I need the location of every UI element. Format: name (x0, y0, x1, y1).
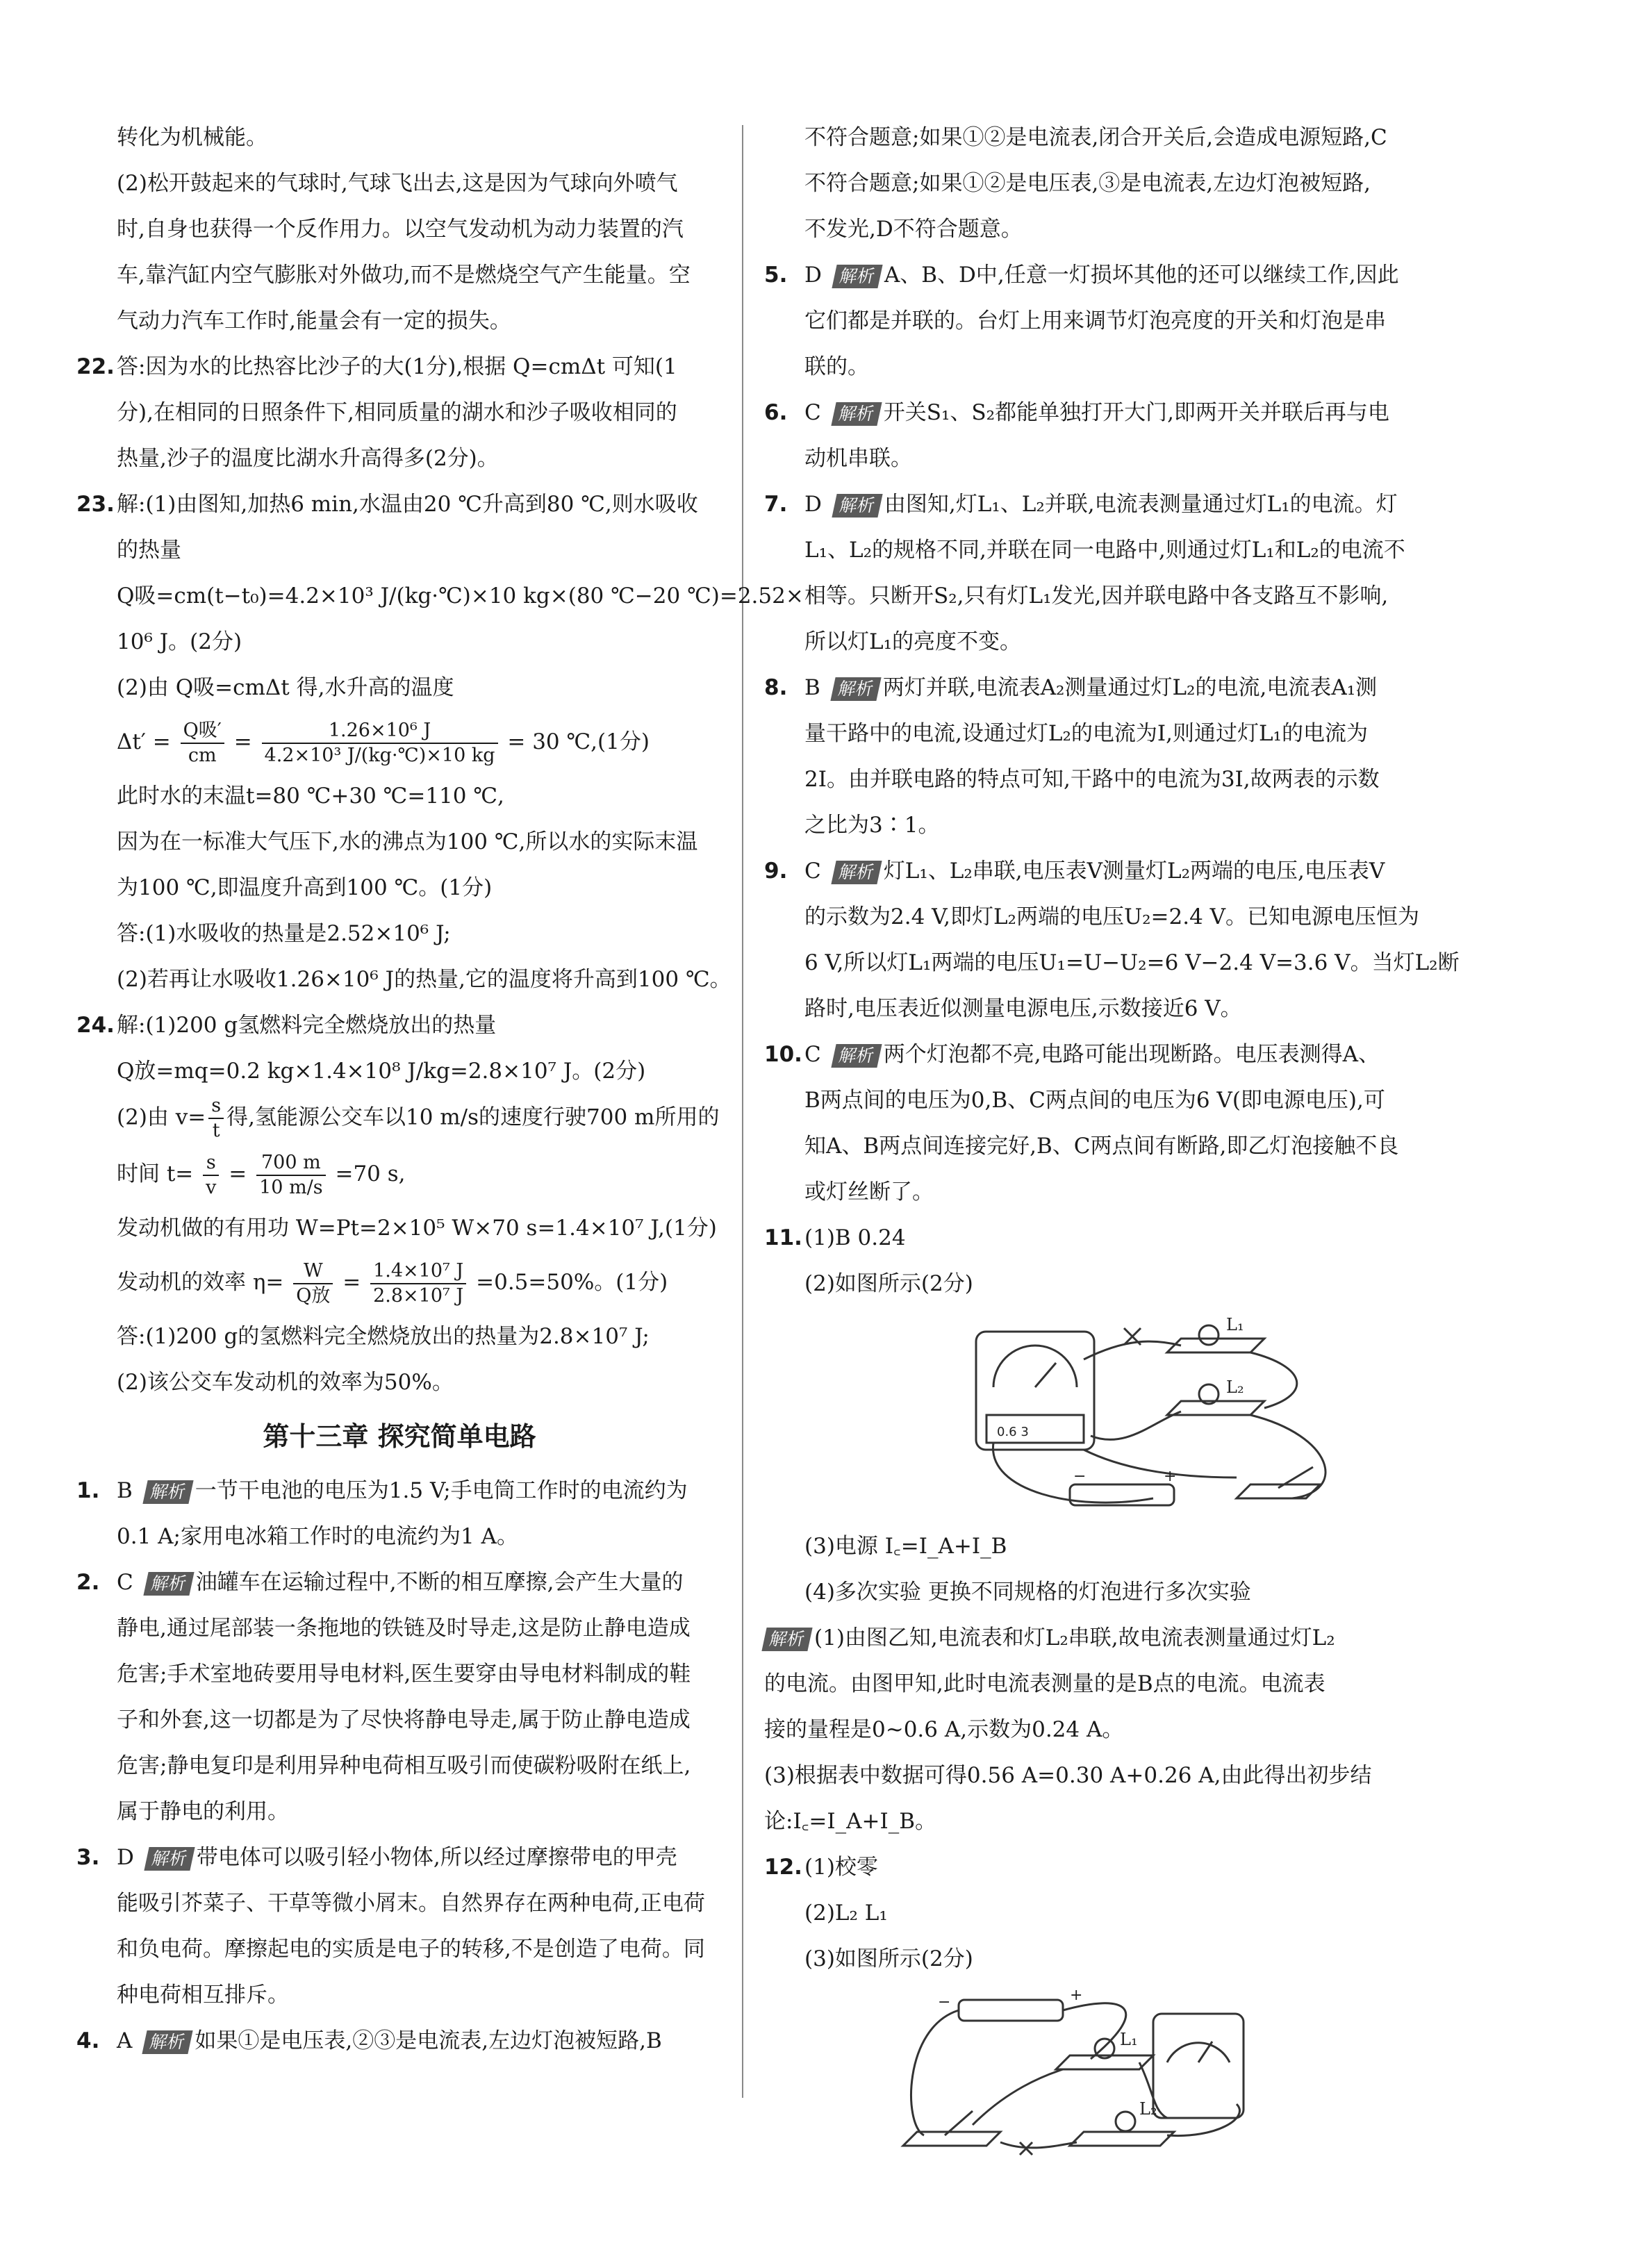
question-number: 10. (764, 1042, 802, 1067)
analysis-tag: 解析 (144, 1847, 195, 1871)
choice-answer: D (117, 1845, 134, 1870)
choice-answer: C (804, 400, 821, 425)
question-number: 22. (76, 354, 115, 379)
label-l2: L₂ (1139, 2099, 1157, 2119)
text-line: 的电流。由图甲知,此时电流表测量的是B点的电流。电流表 (764, 1671, 1325, 1696)
ammeter-scale: 0.6 3 (997, 1425, 1029, 1439)
fraction: $\frac{\text{1.4×10⁷ J}}{\text{2.8×10⁷ J}}$ (370, 1259, 466, 1308)
text-line: 此时水的末温t=80 ℃+30 ℃=110 ℃, (117, 784, 504, 809)
circuit-figure-1 (764, 1311, 1396, 1519)
text-line: (2)该公交车发动机的效率为50%。 (117, 1370, 454, 1395)
label-l1: L₁ (1226, 1315, 1244, 1334)
analysis-tag: 解析 (143, 1572, 194, 1596)
text-line: 路时,电压表近似测量电源电压,示数接近6 V。 (804, 996, 1242, 1021)
battery-minus: − (1073, 1468, 1087, 1485)
switch-icon (903, 2132, 1000, 2146)
answer-text: 答:因为水的比热容比沙子的大(1分),根据 Q=cmΔt 可知(1 (117, 354, 677, 379)
question-10: 10.C 解析 两个灯泡都不亮,电路可能出现断路。电压表测得A、 (764, 1032, 1396, 1077)
analysis-tag: 解析 (142, 2030, 193, 2054)
choice-answer: B (804, 675, 820, 700)
text-line: 所以灯L₁的亮度不变。 (804, 629, 1022, 654)
text-line: 答:(1)200 g的氢燃料完全燃烧放出的热量为2.8×10⁷ J; (117, 1324, 650, 1349)
voltmeter-icon (1153, 2014, 1244, 2118)
chapter-title: 第十三章 探究简单电路 (263, 1421, 536, 1452)
equation-line: 时间 t= $\frac{s}{v}$ = $\frac{700 m}{10 m/s}$ =70 s, (117, 1151, 406, 1198)
question-number: 23. (76, 492, 115, 517)
analysis-tag: 解析 (830, 677, 881, 701)
text-line: 的热量 (117, 538, 181, 563)
question-6: 6. C 解析 开关S₁、S₂都能单独打开大门,即两开关并联后再与电 (764, 390, 1396, 436)
fraction: $\frac{\text{1.26×10⁶ J}}{\text{4.2×10³ J/(kg·℃)×10 kg}}$ (262, 719, 498, 768)
text-line: 不发光,D不符合题意。 (804, 217, 1023, 242)
question-23 (76, 481, 722, 527)
question-24 (76, 1002, 722, 1048)
text-line: 它们都是并联的。台灯上用来调节灯泡亮度的开关和灯泡是串 (804, 308, 1386, 333)
text-line: 时,自身也获得一个反作用力。以空气发动机为动力装置的汽 (117, 217, 684, 242)
text-line: 能吸引芥菜子、干草等微小屑末。自然界存在两种电荷,正电荷 (117, 1891, 705, 1916)
fraction: $\frac{s}{t}$ (208, 1094, 224, 1143)
fraction: $\frac{700 m}{10 m/s}$ (256, 1151, 326, 1200)
text-line: 分),在相同的日照条件下,相同质量的湖水和沙子吸收相同的 (117, 400, 677, 425)
question-number: 24. (76, 1013, 115, 1038)
question-number: 8. (764, 675, 788, 700)
text-line: 2I。由并联电路的特点可知,干路中的电流为3I,故两表的示数 (804, 767, 1380, 792)
text-line: 10⁶ J。(2分) (117, 629, 242, 654)
fraction: $\frac{\text{Q吸′}}{cm}$ (181, 719, 224, 768)
choice-answer: A (117, 2028, 133, 2053)
analysis-tag: 解析 (831, 402, 882, 426)
eq-part: Δt′ = (117, 729, 171, 754)
text-line: 之比为3∶1。 (804, 813, 940, 838)
question-2: 2. C 解析 油罐车在运输过程中,不断的相互摩擦,会产生大量的 (76, 1559, 722, 1605)
question-22 (76, 344, 722, 390)
question-number: 12. (764, 1855, 802, 1880)
question-number: 4. (76, 2028, 100, 2053)
question-3: 3. D 解析 带电体可以吸引轻小物体,所以经过摩擦带电的甲壳 (76, 1835, 722, 1880)
text-line: 子和外套,这一切都是为了尽快将静电导走,属于防止静电造成 (117, 1707, 691, 1732)
column-divider (742, 125, 743, 2098)
text-line: (2)若再让水吸收1.26×10⁶ J的热量,它的温度将升高到100 ℃。 (117, 967, 732, 992)
right-column (764, 115, 1460, 2171)
equation-line: Q放=mq=0.2 kg×1.4×10⁸ J/kg=2.8×10⁷ J。(2分) (117, 1059, 646, 1084)
fraction: $\frac{s}{v}$ (203, 1151, 219, 1200)
question-11: 11.(1)B 0.24 (764, 1215, 1396, 1261)
answer-text: 解:(1)由图知,加热6 min,水温由20 ℃升高到80 ℃,则水吸收 (117, 492, 698, 517)
text-line: 不符合题意;如果①②是电压表,③是电流表,左边灯泡被短路, (804, 171, 1371, 196)
analysis-block: 解析 (1)由图乙知,电流表和灯L₂串联,故电流表测量通过灯L₂ (764, 1615, 1396, 1661)
question-8: 8. B 解析 两灯并联,电流表A₂测量通过灯L₂的电流,电流表A₁测 (764, 665, 1396, 711)
text-line: 答:(1)水吸收的热量是2.52×10⁶ J; (117, 921, 451, 946)
question-12: 12.(1)校零 (764, 1844, 1396, 1890)
text-line: 相等。只断开S₂,只有灯L₁发光,因并联电路中各支路互不影响, (804, 583, 1389, 609)
text-line: L₁、L₂的规格不同,并联在同一电路中,则通过灯L₁和L₂的电流不 (804, 538, 1405, 563)
equation-line: (2)由 v= $\frac{s}{t}$ 得,氢能源公交车以10 m/s的速度行驶700 m所用的 (117, 1095, 720, 1141)
question-number: 5. (764, 263, 788, 288)
battery-plus: + (1070, 1987, 1083, 2004)
left-column (76, 115, 804, 2064)
text-line: 接的量程是0~0.6 A,示数为0.24 A。 (764, 1717, 1124, 1742)
text-line: (3)电源 I꜀=I_A+I_B (804, 1534, 1007, 1559)
question-number: 2. (76, 1570, 100, 1595)
equation-line: 发动机做的有用功 W=Pt=2×10⁵ W×70 s=1.4×10⁷ J,(1分) (117, 1216, 717, 1241)
choice-answer: B (117, 1478, 133, 1503)
battery-icon (959, 2000, 1063, 2021)
lamp-l2-icon (1116, 2112, 1135, 2131)
choice-answer: D (804, 492, 822, 517)
text-line: 种电荷相互排斥。 (117, 1983, 289, 2008)
text-line: B两点间的电压为0,B、C两点间的电压为6 V(即电源电压),可 (804, 1088, 1385, 1113)
text-line: 不符合题意;如果①②是电流表,闭合开关后,会造成电源短路,C (804, 125, 1387, 150)
text-line: 的示数为2.4 V,即灯L₂两端的电压U₂=2.4 V。已知电源电压恒为 (804, 904, 1420, 929)
text-line: 知A、B两点间连接完好,B、C两点间有断路,即乙灯泡接触不良 (804, 1134, 1399, 1159)
text-line: 6 V,所以灯L₁两端的电压U₁=U−U₂=6 V−2.4 V=3.6 V。当灯L₂断 (804, 950, 1460, 975)
switch-icon (1237, 1484, 1320, 1498)
battery-minus: − (938, 1994, 951, 2011)
answer-text: 解:(1)200 g氢燃料完全燃烧放出的热量 (117, 1013, 497, 1038)
analysis-tag: 解析 (761, 1628, 812, 1651)
text-line: 或灯丝断了。 (804, 1179, 934, 1205)
text-line: 量干路中的电流,设通过灯L₂的电流为I,则通过灯L₁的电流为 (804, 721, 1368, 746)
text-line: 危害;手术室地砖要用导电材料,医生要穿由导电材料制成的鞋 (117, 1662, 691, 1687)
analysis-tag: 解析 (142, 1480, 193, 1504)
question-number: 6. (764, 400, 788, 425)
question-4: 4. A 解析 如果①是电压表,②③是电流表,左边灯泡被短路,B (76, 2018, 722, 2064)
analysis-tag: 解析 (832, 265, 882, 288)
equation-line: 发动机的效率 η= $\frac{W}{\text{Q放}}$ = $\frac{\text{1.4×10⁷ J}}{\text{2.8×10⁷ J}}$ =0.5=50%。(1分) (117, 1259, 668, 1307)
text-line: (2)松开鼓起来的气球时,气球飞出去,这是因为气球向外喷气 (117, 171, 678, 196)
choice-answer: C (117, 1570, 133, 1595)
lamp-l1-icon (1199, 1325, 1219, 1345)
equation-line: Q吸=cm(t−t₀)=4.2×10³ J/(kg·℃)×10 kg×(80 ℃−20 ℃)=2.52× (117, 583, 804, 609)
question-9: 9. C 解析 灯L₁、L₂串联,电压表V测量灯L₂两端的电压,电压表V (764, 848, 1396, 894)
text-line: (2)如图所示(2分) (804, 1271, 973, 1296)
analysis-tag: 解析 (832, 494, 882, 518)
text-line: 属于静电的利用。 (117, 1799, 289, 1824)
fraction: $\frac{W}{\text{Q放}}$ (293, 1259, 333, 1308)
eq-part: = (233, 729, 252, 754)
text-line: 转化为机械能。 (117, 125, 267, 150)
text-line: 危害;静电复印是利用异种电荷相互吸引而使碳粉吸附在纸上, (117, 1753, 691, 1778)
question-7: 7. D 解析 由图知,灯L₁、L₂并联,电流表测量通过灯L₁的电流。灯 (764, 481, 1396, 527)
label-l2: L₂ (1226, 1377, 1244, 1397)
text-line: 车,靠汽缸内空气膨胀对外做功,而不是燃烧空气产生能量。空 (117, 263, 691, 288)
question-1: 1. B 解析 一节干电池的电压为1.5 V;手电筒工作时的电流约为 (76, 1468, 722, 1514)
text-line: (4)多次实验 更换不同规格的灯泡进行多次实验 (804, 1580, 1251, 1605)
question-number: 9. (764, 859, 788, 884)
text-line: 联的。 (804, 354, 869, 379)
battery-plus: + (1164, 1468, 1177, 1485)
equation-line (76, 711, 722, 773)
text-line: 静电,通过尾部装一条拖地的铁链及时导走,这是防止静电造成 (117, 1616, 691, 1641)
choice-answer: C (804, 1042, 821, 1067)
text-line: 动机串联。 (804, 446, 912, 471)
ammeter-icon (976, 1332, 1094, 1450)
text-line: 热量,沙子的温度比湖水升高得多(2分)。 (117, 446, 499, 471)
text-line: (3)如图所示(2分) (804, 1946, 973, 1971)
text-line: 0.1 A;家用电冰箱工作时的电流约为1 A。 (117, 1524, 518, 1549)
choice-answer: D (804, 263, 822, 288)
question-number: 11. (764, 1225, 802, 1250)
text-line: (2)L₂ L₁ (804, 1901, 888, 1926)
text-line: (3)根据表中数据可得0.56 A=0.30 A+0.26 A,由此得出初步结 (764, 1763, 1372, 1788)
text-line: 为100 ℃,即温度升高到100 ℃。(1分) (117, 875, 493, 900)
question-number: 3. (76, 1845, 100, 1870)
analysis-tag: 解析 (831, 861, 882, 884)
text-line: 和负电荷。摩擦起电的实质是电子的转移,不是创造了电荷。同 (117, 1937, 705, 1962)
question-number: 7. (764, 492, 788, 517)
eq-part: = 30 ℃,(1分) (507, 729, 650, 754)
circuit-figure-2 (764, 1986, 1396, 2167)
text-line: 气动力汽车工作时,能量会有一定的损失。 (117, 308, 511, 333)
question-number: 1. (76, 1478, 100, 1503)
text-line: 因为在一标准大气压下,水的沸点为100 ℃,所以水的实际末温 (117, 829, 698, 854)
question-5: 5. D 解析 A、B、D中,任意一灯损坏其他的还可以继续工作,因此 (764, 252, 1396, 298)
choice-answer: C (804, 859, 821, 884)
text-line: (2)由 Q吸=cmΔt 得,水升高的温度 (117, 675, 454, 700)
analysis-tag: 解析 (831, 1044, 882, 1068)
text-line: 论:I꜀=I_A+I_B。 (764, 1809, 937, 1834)
label-l1: L₁ (1120, 2030, 1138, 2049)
